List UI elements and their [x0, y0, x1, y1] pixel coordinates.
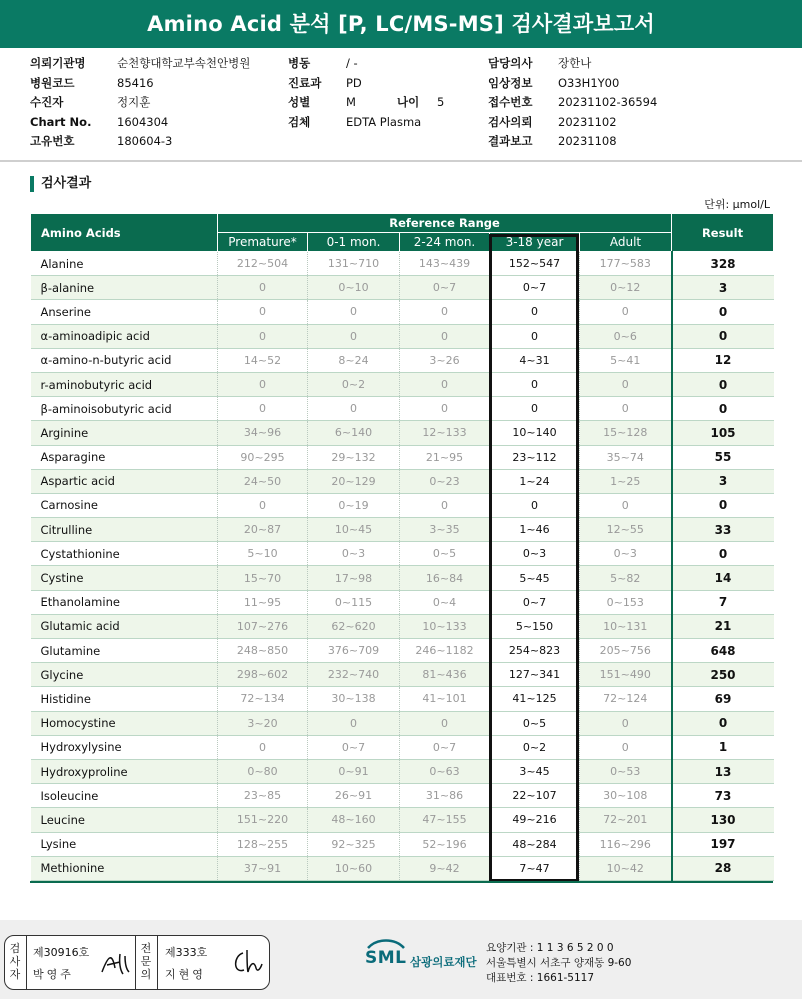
reference-range-cell: 0~2	[308, 372, 400, 396]
amino-acid-name: β-aminoisobutyric acid	[31, 397, 218, 421]
info-value: O33H1Y00	[558, 75, 620, 90]
amino-acid-name: r-aminobutyric acid	[31, 372, 218, 396]
result-value: 7	[672, 590, 774, 614]
col-header-result: Result	[672, 214, 774, 252]
report-title: Amino Acid 분석 [P, LC/MS-MS] 검사결과보고서	[0, 0, 802, 48]
info-value: 장한나	[558, 56, 592, 70]
reference-range-cell: 15~128	[580, 421, 672, 445]
reference-range-cell: 0	[580, 493, 672, 517]
table-row	[31, 759, 774, 783]
result-value: 648	[672, 639, 774, 663]
reference-range-cell: 3~20	[218, 711, 308, 735]
reference-range-cell: 0	[308, 324, 400, 348]
info-label: 의뢰기관명	[30, 56, 86, 70]
info-value: M	[346, 95, 356, 109]
info-row	[488, 113, 657, 133]
reference-range-cell: 205~756	[580, 639, 672, 663]
table-row	[31, 397, 774, 421]
reference-range-cell: 20~87	[218, 518, 308, 542]
signature-box	[4, 935, 270, 990]
info-row	[288, 113, 444, 133]
reference-range-cell: 0	[580, 300, 672, 324]
info-value: PD	[346, 75, 362, 90]
result-value: 0	[672, 542, 774, 566]
amino-acid-name: Glutamine	[31, 639, 218, 663]
info-value: 20231102-36594	[558, 95, 658, 109]
result-value: 0	[672, 493, 774, 517]
amino-acid-name: Glutamic acid	[31, 614, 218, 638]
table-row	[31, 590, 774, 614]
info-label: 검사의뢰	[488, 114, 533, 129]
amino-acid-name: Cystathionine	[31, 542, 218, 566]
info-value: 180604-3	[117, 134, 173, 148]
table-row	[31, 252, 774, 276]
reference-range-cell: 131~710	[308, 252, 400, 276]
amino-acid-name: Asparagine	[31, 445, 218, 469]
specialist-label: 전 문 의	[140, 942, 152, 981]
reference-range-cell: 127~341	[490, 663, 580, 687]
reference-range-cell: 0~6	[580, 324, 672, 348]
reference-range-cell: 0	[400, 397, 490, 421]
reference-range-cell: 37~91	[218, 856, 308, 880]
reference-range-cell: 49~216	[490, 808, 580, 832]
reference-range-cell: 11~95	[218, 590, 308, 614]
table-row	[31, 566, 774, 590]
info-row	[488, 93, 657, 113]
reference-range-cell: 24~50	[218, 469, 308, 493]
table-row	[31, 372, 774, 396]
info-value: 정지훈	[117, 95, 151, 109]
range-header-1: 0-1 mon.	[308, 233, 400, 252]
result-value: 21	[672, 614, 774, 638]
reference-range-cell: 12~55	[580, 518, 672, 542]
table-row	[31, 518, 774, 542]
reference-range-cell: 5~41	[580, 348, 672, 372]
result-value: 0	[672, 300, 774, 324]
amino-acid-name: Hydroxyproline	[31, 759, 218, 783]
table-row	[31, 856, 774, 880]
info-row	[30, 54, 250, 74]
reference-range-cell: 0	[308, 300, 400, 324]
reference-range-cell: 0~7	[400, 276, 490, 300]
tester-license-no: 제30916호	[33, 946, 90, 959]
amino-acid-name: Arginine	[31, 421, 218, 445]
amino-acid-name: Hydroxylysine	[31, 735, 218, 759]
reference-range-cell: 23~112	[490, 445, 580, 469]
amino-acid-name: Citrulline	[31, 518, 218, 542]
reference-range-cell: 9~42	[400, 856, 490, 880]
amino-acid-name: α-aminoadipic acid	[31, 324, 218, 348]
col-header-amino-acids: Amino Acids	[31, 214, 218, 252]
specialist-name: 지현영	[165, 968, 206, 981]
info-label: 임상정보	[488, 75, 533, 90]
reference-range-cell: 10~131	[580, 614, 672, 638]
reference-range-cell: 151~220	[218, 808, 308, 832]
reference-range-cell: 72~201	[580, 808, 672, 832]
table-row	[31, 614, 774, 638]
result-value: 105	[672, 421, 774, 445]
reference-range-cell: 0	[400, 300, 490, 324]
reference-range-cell: 254~823	[490, 639, 580, 663]
info-row	[288, 93, 444, 113]
reference-range-cell: 0	[218, 300, 308, 324]
divider	[157, 936, 158, 989]
amino-acid-name: α-amino-n-butyric acid	[31, 348, 218, 372]
result-value: 69	[672, 687, 774, 711]
reference-range-cell: 10~60	[308, 856, 400, 880]
info-value: 1604304	[117, 114, 169, 129]
tester-signature	[98, 948, 134, 978]
info-value: 순천향대학교부속천안병원	[117, 56, 251, 70]
table-row	[31, 711, 774, 735]
reference-range-cell: 0~12	[580, 276, 672, 300]
reference-range-cell: 1~24	[490, 469, 580, 493]
info-value: EDTA Plasma	[346, 114, 422, 129]
table-row	[31, 663, 774, 687]
reference-range-cell: 152~547	[490, 252, 580, 276]
reference-range-cell: 3~26	[400, 348, 490, 372]
reference-range-cell: 5~10	[218, 542, 308, 566]
divider	[135, 936, 136, 989]
reference-range-cell: 0	[490, 372, 580, 396]
result-value: 73	[672, 784, 774, 808]
reference-range-cell: 8~24	[308, 348, 400, 372]
amino-acid-name: Carnosine	[31, 493, 218, 517]
reference-range-cell: 0~5	[400, 542, 490, 566]
amino-acid-name: Anserine	[31, 300, 218, 324]
reference-range-cell: 72~124	[580, 687, 672, 711]
result-value: 14	[672, 566, 774, 590]
info-label: 수진자	[30, 95, 64, 109]
reference-range-cell: 143~439	[400, 252, 490, 276]
reference-range-cell: 0	[218, 397, 308, 421]
table-row	[31, 421, 774, 445]
reference-range-cell: 62~620	[308, 614, 400, 638]
table-row	[31, 445, 774, 469]
range-header-4: Adult	[580, 233, 672, 252]
reference-range-cell: 3~45	[490, 759, 580, 783]
range-header-3: 3-18 year	[490, 233, 580, 252]
reference-range-cell: 0	[400, 324, 490, 348]
table-row	[31, 469, 774, 493]
reference-range-cell: 0	[218, 276, 308, 300]
reference-range-cell: 116~296	[580, 832, 672, 856]
reference-range-cell: 10~140	[490, 421, 580, 445]
table-row	[31, 832, 774, 856]
reference-range-cell: 34~96	[218, 421, 308, 445]
reference-range-cell: 177~583	[580, 252, 672, 276]
reference-range-cell: 0~153	[580, 590, 672, 614]
results-body	[31, 252, 774, 881]
info-row	[30, 74, 250, 94]
reference-range-cell: 92~325	[308, 832, 400, 856]
result-value: 13	[672, 759, 774, 783]
amino-acid-name: Glycine	[31, 663, 218, 687]
reference-range-cell: 31~86	[400, 784, 490, 808]
reference-range-cell: 212~504	[218, 252, 308, 276]
reference-range-cell: 0	[218, 372, 308, 396]
result-value: 3	[672, 469, 774, 493]
patient-info-col3	[488, 54, 657, 152]
reference-range-cell: 0~53	[580, 759, 672, 783]
specialist-license-no: 제333호	[165, 946, 208, 959]
reference-range-cell: 10~42	[580, 856, 672, 880]
tester-label: 검 사 자	[9, 942, 21, 981]
reference-range-cell: 5~150	[490, 614, 580, 638]
reference-range-cell: 0~91	[308, 759, 400, 783]
reference-range-cell: 90~295	[218, 445, 308, 469]
lab-logo	[365, 942, 477, 969]
logo-mark: SML	[365, 948, 407, 968]
reference-range-cell: 0~5	[490, 711, 580, 735]
reference-range-cell: 30~138	[308, 687, 400, 711]
patient-info-col1	[30, 54, 250, 152]
reference-range-cell: 0~115	[308, 590, 400, 614]
reference-range-cell: 10~133	[400, 614, 490, 638]
reference-range-cell: 0~3	[490, 542, 580, 566]
reference-range-cell: 72~134	[218, 687, 308, 711]
info-row	[30, 113, 250, 133]
info-row	[30, 93, 250, 113]
result-value: 12	[672, 348, 774, 372]
tester-name: 박영주	[33, 968, 74, 981]
footer-line: 대표번호 : 1661-5117	[486, 972, 595, 984]
reference-range-cell: 0~7	[400, 735, 490, 759]
result-value: 130	[672, 808, 774, 832]
reference-range-cell: 107~276	[218, 614, 308, 638]
amino-acid-name: Alanine	[31, 252, 218, 276]
info-row	[488, 132, 657, 152]
info-label: 결과보고	[488, 134, 533, 148]
table-row	[31, 735, 774, 759]
footer-line: 요양기관 : 1 1 3 6 5 2 0 0	[486, 942, 614, 954]
reference-range-cell: 12~133	[400, 421, 490, 445]
info-label: Chart No.	[30, 114, 92, 129]
reference-range-cell: 0	[490, 300, 580, 324]
reference-range-cell: 298~602	[218, 663, 308, 687]
result-value: 3	[672, 276, 774, 300]
reference-range-cell: 0	[490, 397, 580, 421]
reference-range-cell: 1~25	[580, 469, 672, 493]
info-label: 담당의사	[488, 56, 533, 70]
reference-range-cell: 0	[400, 493, 490, 517]
amino-acid-name: Cystine	[31, 566, 218, 590]
info-value: 20231108	[558, 134, 617, 148]
footer-line: 서울특별시 서초구 양재동 9-60	[486, 957, 632, 969]
reference-range-cell: 0~63	[400, 759, 490, 783]
reference-range-cell: 17~98	[308, 566, 400, 590]
reference-range-cell: 16~84	[400, 566, 490, 590]
amino-acid-name: β-alanine	[31, 276, 218, 300]
org-name: 삼광의료재단	[410, 955, 477, 969]
reference-range-cell: 20~129	[308, 469, 400, 493]
info-label: 검체	[288, 114, 311, 129]
patient-info-col2	[288, 54, 444, 132]
result-value: 197	[672, 832, 774, 856]
amino-acid-name: Isoleucine	[31, 784, 218, 808]
reference-range-cell: 0	[218, 735, 308, 759]
reference-range-cell: 246~1182	[400, 639, 490, 663]
info-label: 접수번호	[488, 95, 533, 109]
reference-range-cell: 0	[490, 324, 580, 348]
reference-range-cell: 0	[308, 397, 400, 421]
reference-range-cell: 22~107	[490, 784, 580, 808]
table-row	[31, 493, 774, 517]
reference-range-cell: 26~91	[308, 784, 400, 808]
reference-range-cell: 14~52	[218, 348, 308, 372]
reference-range-cell: 5~82	[580, 566, 672, 590]
reference-range-cell: 35~74	[580, 445, 672, 469]
reference-range-cell: 128~255	[218, 832, 308, 856]
amino-acid-name: Leucine	[31, 808, 218, 832]
reference-range-cell: 0	[308, 711, 400, 735]
reference-range-cell: 248~850	[218, 639, 308, 663]
info-row	[488, 54, 657, 74]
reference-range-cell: 0~2	[490, 735, 580, 759]
reference-range-cell: 0	[580, 397, 672, 421]
unit-label: 단위: μmol/L	[704, 198, 770, 211]
reference-range-cell: 10~45	[308, 518, 400, 542]
info-value: 20231102	[558, 114, 617, 129]
info-row	[30, 132, 250, 152]
reference-range-cell: 0~10	[308, 276, 400, 300]
info-label: 병원코드	[30, 75, 75, 90]
reference-range-cell: 21~95	[400, 445, 490, 469]
section-title: 검사결과	[30, 176, 91, 192]
info-value: 85416	[117, 75, 154, 90]
amino-acid-name: Homocystine	[31, 711, 218, 735]
reference-range-cell: 151~490	[580, 663, 672, 687]
table-row	[31, 300, 774, 324]
reference-range-cell: 0	[490, 493, 580, 517]
reference-range-cell: 0~3	[308, 542, 400, 566]
result-value: 0	[672, 711, 774, 735]
table-row	[31, 687, 774, 711]
amino-acid-name: Methionine	[31, 856, 218, 880]
reference-range-cell: 3~35	[400, 518, 490, 542]
info-label: 진료과	[288, 75, 322, 90]
logo-arc-icon	[365, 937, 407, 949]
amino-acid-name: Histidine	[31, 687, 218, 711]
reference-range-cell: 15~70	[218, 566, 308, 590]
result-value: 0	[672, 372, 774, 396]
info-value: / -	[346, 56, 358, 70]
reference-range-cell: 7~47	[490, 856, 580, 880]
amino-acid-name: Aspartic acid	[31, 469, 218, 493]
table-row	[31, 276, 774, 300]
table-row	[31, 784, 774, 808]
reference-range-cell: 23~85	[218, 784, 308, 808]
info-label: 고유번호	[30, 134, 75, 148]
reference-range-cell: 0~7	[490, 276, 580, 300]
reference-range-cell: 52~196	[400, 832, 490, 856]
amino-acid-name: Ethanolamine	[31, 590, 218, 614]
info-row	[488, 74, 657, 94]
amino-acid-name: Lysine	[31, 832, 218, 856]
table-row	[31, 324, 774, 348]
age-label: 나이	[397, 95, 420, 109]
table-row	[31, 808, 774, 832]
table-row	[31, 542, 774, 566]
specialist-signature	[229, 946, 265, 978]
reference-range-cell: 48~284	[490, 832, 580, 856]
col-header-reference-range: Reference Range	[218, 214, 672, 233]
reference-range-cell: 0	[218, 324, 308, 348]
reference-range-cell: 1~46	[490, 518, 580, 542]
info-label: 병동	[288, 56, 311, 70]
result-value: 28	[672, 856, 774, 880]
section-divider	[0, 160, 802, 162]
range-header-0: Premature*	[218, 233, 308, 252]
divider	[26, 936, 27, 989]
results-table	[30, 213, 774, 881]
table-row	[31, 348, 774, 372]
reference-range-cell: 48~160	[308, 808, 400, 832]
reference-range-cell: 41~125	[490, 687, 580, 711]
reference-range-cell: 47~155	[400, 808, 490, 832]
reference-range-cell: 0~80	[218, 759, 308, 783]
range-header-2: 2-24 mon.	[400, 233, 490, 252]
reference-range-cell: 29~132	[308, 445, 400, 469]
reference-range-cell: 0	[580, 372, 672, 396]
table-row	[31, 639, 774, 663]
result-value: 33	[672, 518, 774, 542]
reference-range-cell: 4~31	[490, 348, 580, 372]
reference-range-cell: 5~45	[490, 566, 580, 590]
reference-range-cell: 232~740	[308, 663, 400, 687]
reference-range-cell: 0	[218, 493, 308, 517]
reference-range-cell: 0	[580, 735, 672, 759]
result-value: 55	[672, 445, 774, 469]
reference-range-cell: 0~3	[580, 542, 672, 566]
reference-range-cell: 41~101	[400, 687, 490, 711]
info-label: 성별	[288, 95, 311, 109]
reference-range-cell: 0~19	[308, 493, 400, 517]
info-row	[288, 54, 444, 74]
age-value: 5	[437, 95, 445, 109]
reference-range-cell: 81~436	[400, 663, 490, 687]
reference-range-cell: 0~4	[400, 590, 490, 614]
footer-info	[486, 941, 631, 986]
result-value: 250	[672, 663, 774, 687]
reference-range-cell: 0	[580, 711, 672, 735]
reference-range-cell: 6~140	[308, 421, 400, 445]
reference-range-cell: 0~23	[400, 469, 490, 493]
result-value: 328	[672, 252, 774, 276]
table-bottom-rule	[30, 881, 773, 883]
reference-range-cell: 0	[400, 372, 490, 396]
info-row	[288, 74, 444, 94]
result-value: 1	[672, 735, 774, 759]
reference-range-cell: 376~709	[308, 639, 400, 663]
result-value: 0	[672, 324, 774, 348]
reference-range-cell: 30~108	[580, 784, 672, 808]
reference-range-cell: 0~7	[490, 590, 580, 614]
reference-range-cell: 0	[400, 711, 490, 735]
reference-range-cell: 0~7	[308, 735, 400, 759]
result-value: 0	[672, 397, 774, 421]
